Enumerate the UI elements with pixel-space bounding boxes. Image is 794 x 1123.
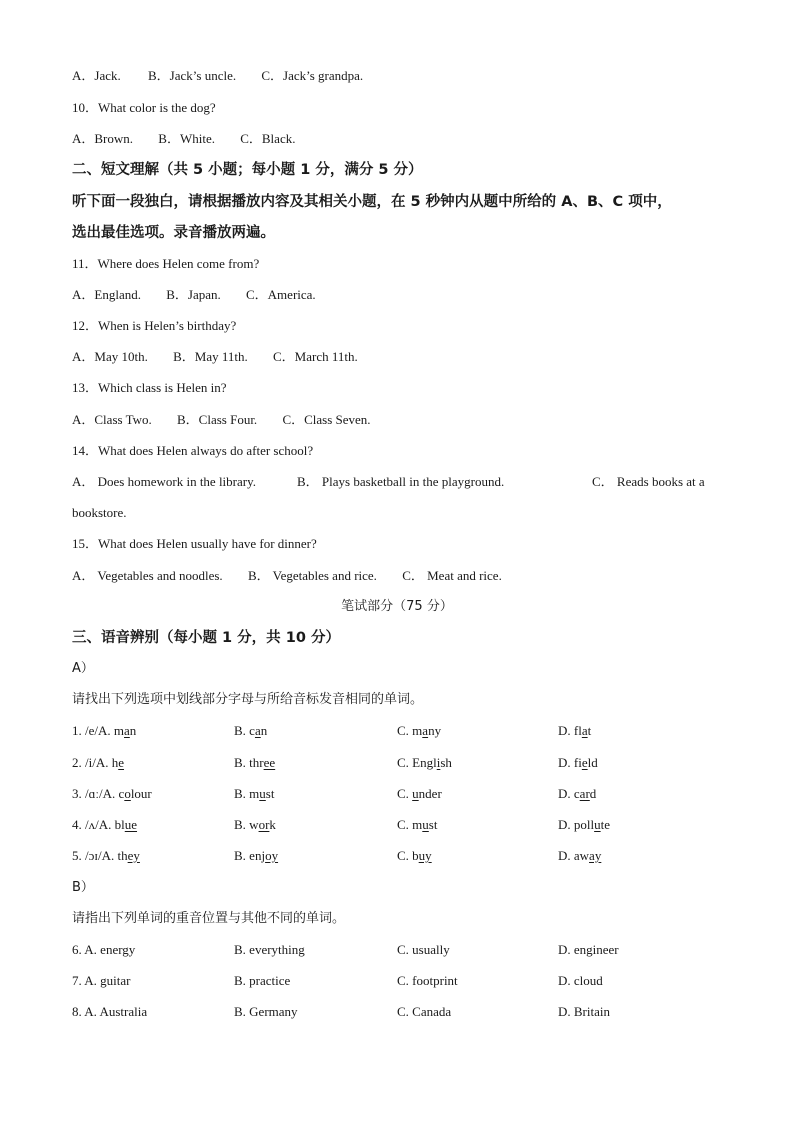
phonics-row bbox=[72, 848, 732, 864]
question-options bbox=[72, 412, 371, 428]
phonics-option: B. must bbox=[234, 786, 275, 801]
phonics-option: B. can bbox=[234, 723, 268, 738]
question-options bbox=[72, 568, 502, 584]
phonics-option: D. flat bbox=[558, 723, 592, 738]
stress-option: C. footprint bbox=[397, 973, 458, 988]
question-stem: 13．Which class is Helen in? bbox=[72, 380, 227, 395]
stress-option: D. cloud bbox=[558, 973, 603, 988]
phonics-option: D. away bbox=[558, 848, 602, 863]
part-instruction: 请指出下列单词的重音位置与其他不同的单词。 bbox=[72, 911, 346, 926]
phonics-option: 1. /e/A. man bbox=[72, 723, 137, 738]
option: C． Reads books at a bbox=[592, 474, 705, 489]
stress-row bbox=[72, 1004, 732, 1020]
phonics-row bbox=[72, 755, 732, 771]
question-options bbox=[72, 287, 316, 303]
part-label: B） bbox=[72, 880, 94, 895]
option: A． Vegetables and noodles. bbox=[72, 568, 223, 583]
option: B． Plays basketball in the playground. bbox=[297, 474, 505, 489]
phonics-option: C. under bbox=[397, 786, 442, 801]
option: B．Japan. bbox=[166, 287, 221, 302]
question-stem: 11．Where does Helen come from? bbox=[72, 256, 260, 271]
section-title: 二、短文理解（共 5 小题；每小题 1 分，满分 5 分） bbox=[72, 162, 423, 178]
option: C．Class Seven. bbox=[282, 412, 371, 427]
question-options bbox=[72, 349, 358, 365]
phonics-option: C. must bbox=[397, 817, 438, 832]
option: A．Class Two. bbox=[72, 412, 152, 427]
question-stem: 12．When is Helen’s birthday? bbox=[72, 318, 237, 333]
section-instruction: 选出最佳选项。录音播放两遍。 bbox=[72, 225, 275, 241]
question-stem: 14．What does Helen always do after school? bbox=[72, 443, 314, 458]
phonics-row bbox=[72, 786, 732, 802]
stress-row bbox=[72, 942, 732, 958]
phonics-option: D. card bbox=[558, 786, 597, 801]
part-title: 笔试部分（75 分） bbox=[341, 599, 453, 614]
question-stem: 10．What color is the dog? bbox=[72, 100, 216, 115]
stress-option: D. Britain bbox=[558, 1004, 610, 1019]
phonics-option: C. many bbox=[397, 723, 442, 738]
q9-options bbox=[72, 68, 363, 84]
phonics-row bbox=[72, 817, 732, 833]
option: B．May 11th. bbox=[173, 349, 248, 364]
stress-option: 7. A. guitar bbox=[72, 973, 131, 988]
phonics-option: 3. /ɑː/A. colour bbox=[72, 786, 152, 801]
option: C．Jack’s grandpa. bbox=[261, 68, 364, 83]
stress-option: B. practice bbox=[234, 973, 291, 988]
option: B． Vegetables and rice. bbox=[247, 568, 377, 583]
phonics-option: B. three bbox=[234, 755, 276, 770]
option: B．White. bbox=[158, 131, 215, 146]
phonics-option: 2. /i/A. he bbox=[72, 755, 125, 770]
stress-option: B. everything bbox=[234, 942, 305, 957]
phonics-option: D. field bbox=[558, 755, 598, 770]
phonics-row bbox=[72, 723, 732, 739]
question-stem: 15．What does Helen usually have for dinner? bbox=[72, 536, 317, 551]
option: A． Does homework in the library. bbox=[72, 474, 257, 489]
phonics-option: B. enjoy bbox=[234, 848, 279, 863]
option: A．Jack. bbox=[72, 68, 121, 83]
option: B．Jack’s uncle. bbox=[148, 68, 237, 83]
phonics-option: C. buy bbox=[397, 848, 432, 863]
option: A．England. bbox=[72, 287, 141, 302]
option: A．May 10th. bbox=[72, 349, 148, 364]
stress-option: C. Canada bbox=[397, 1004, 452, 1019]
stress-row bbox=[72, 973, 732, 989]
stress-option: B. Germany bbox=[234, 1004, 298, 1019]
option: A．Brown. bbox=[72, 131, 134, 146]
stress-option: 6. A. energy bbox=[72, 942, 136, 957]
stress-option: 8. A. Australia bbox=[72, 1004, 148, 1019]
phonics-option: C. English bbox=[397, 755, 452, 770]
section-title: 三、语音辨别（每小题 1 分，共 10 分） bbox=[72, 630, 340, 646]
phonics-option: D. pollute bbox=[558, 817, 611, 832]
section-instruction: 听下面一段独白，请根据播放内容及其相关小题，在 5 秒钟内从题中所给的 A、B、C 项中， bbox=[72, 194, 672, 210]
option: C． Meat and rice. bbox=[402, 568, 502, 583]
question-options bbox=[72, 131, 295, 147]
option-continuation: bookstore. bbox=[72, 505, 127, 520]
phonics-option: 4. /ʌ/A. blue bbox=[72, 817, 138, 832]
option: C．Black. bbox=[240, 131, 296, 146]
part-label: A） bbox=[72, 661, 94, 676]
option: C．America. bbox=[246, 287, 316, 302]
stress-option: D. engineer bbox=[558, 942, 619, 957]
phonics-option: 5. /ɔɪ/A. they bbox=[72, 848, 140, 863]
part-instruction: 请找出下列选项中划线部分字母与所给音标发音相同的单词。 bbox=[72, 692, 424, 707]
question-options bbox=[72, 474, 732, 490]
stress-option: C. usually bbox=[397, 942, 450, 957]
option: C．March 11th. bbox=[272, 349, 358, 364]
phonics-option: B. work bbox=[234, 817, 276, 832]
option: B．Class Four. bbox=[177, 412, 258, 427]
